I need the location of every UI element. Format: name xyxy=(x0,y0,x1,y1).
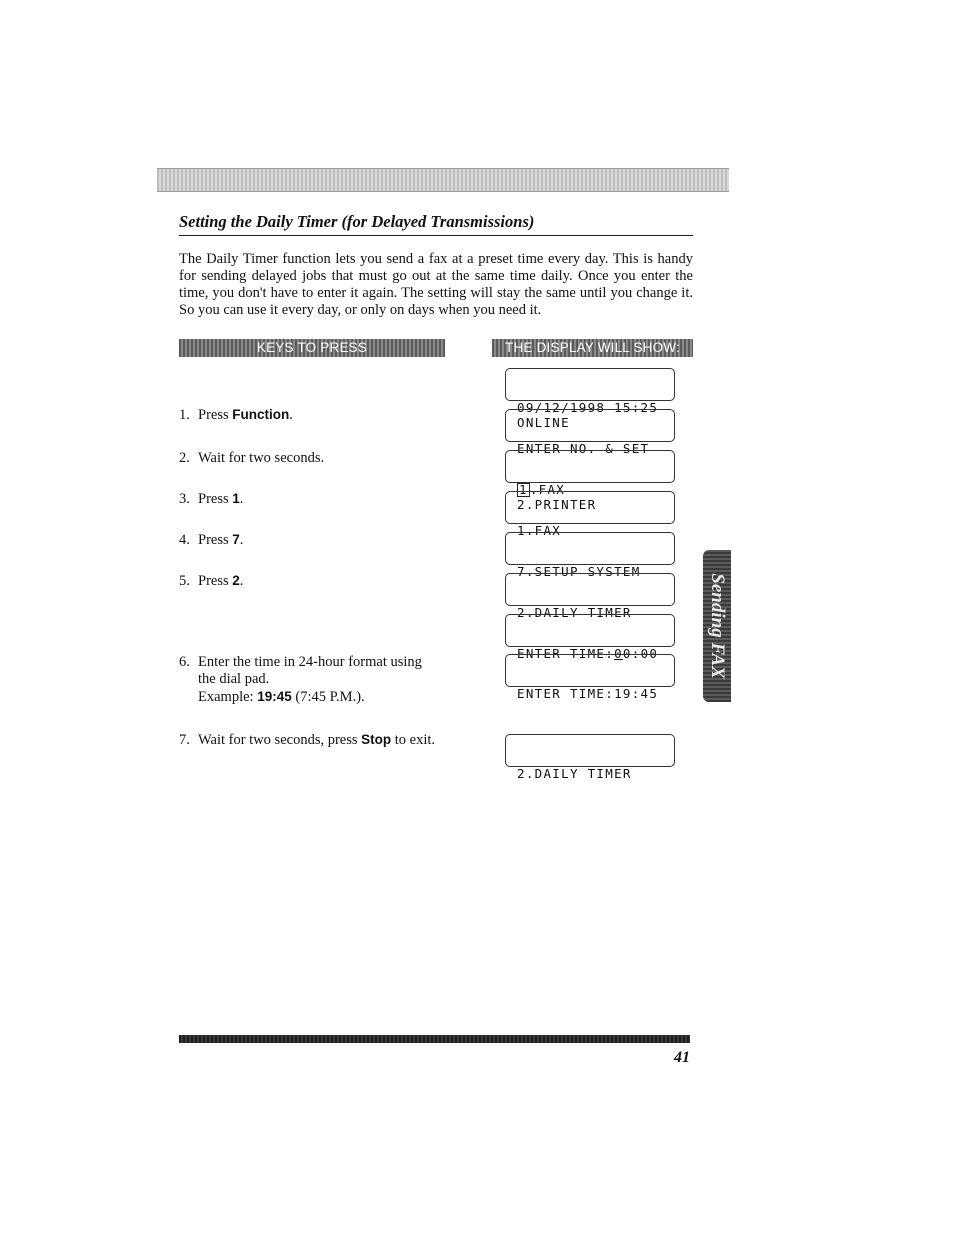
lcd-display-7: ENTER TIME:00:00 xyxy=(505,614,675,647)
lcd-display-1: 09/12/1998 15:25 ONLINE xyxy=(505,368,675,401)
step-3: 3. Press 1. xyxy=(179,491,244,507)
side-chapter-tab: Sending FAX xyxy=(703,550,731,702)
section-title: Setting the Daily Timer (for Delayed Transmissions) xyxy=(179,212,693,236)
lcd-display-9: 2.DAILY TIMER xyxy=(505,734,675,767)
step-4: 4. Press 7. xyxy=(179,532,244,548)
page-number: 41 xyxy=(674,1049,690,1066)
keys-to-press-header: KEYS TO PRESS xyxy=(179,339,445,357)
key-name: Function xyxy=(232,407,290,422)
display-will-show-header: THE DISPLAY WILL SHOW: xyxy=(492,339,693,357)
lcd-display-5: 7.SETUP SYSTEM xyxy=(505,532,675,565)
intro-paragraph: The Daily Timer function lets you send a fax at a preset time every day. This is handy for sending delayed jobs that must go out at the same time daily. Once you enter the time, you don't have to enter it again. The setting will stay the same until you change it. So you can use it every day, or only on days when you need it. xyxy=(179,251,693,318)
key-name: 7 xyxy=(232,532,240,547)
header-decorative-band xyxy=(157,168,729,192)
lcd-display-3: 1 .FAX 2.PRINTER xyxy=(505,450,675,483)
key-name: 1 xyxy=(232,491,240,506)
selected-option-box: 1 xyxy=(519,482,528,497)
key-name: 19:45 xyxy=(257,689,292,704)
step-7: 7. Wait for two seconds, press Stop to exit. xyxy=(179,732,436,748)
step-6: 6. Enter the time in 24-hour format using the dial pad. Example: 19:45 (7:45 P.M.). xyxy=(179,654,422,705)
lcd-display-6: 2.DAILY TIMER xyxy=(505,573,675,606)
step-2: 2. Wait for two seconds. xyxy=(179,450,325,466)
key-name: 2 xyxy=(232,573,240,588)
lcd-display-4: 1.FAX xyxy=(505,491,675,524)
key-name: Stop xyxy=(361,732,392,747)
step-1: 1. Press Function. xyxy=(179,407,293,423)
step-5: 5. Press 2. xyxy=(179,573,244,589)
lcd-display-2: ENTER NO. & SET xyxy=(505,409,675,442)
footer-decorative-band xyxy=(179,1035,690,1043)
lcd-display-8: ENTER TIME:19:45 xyxy=(505,654,675,687)
cursor-digit: 0 xyxy=(614,646,623,661)
